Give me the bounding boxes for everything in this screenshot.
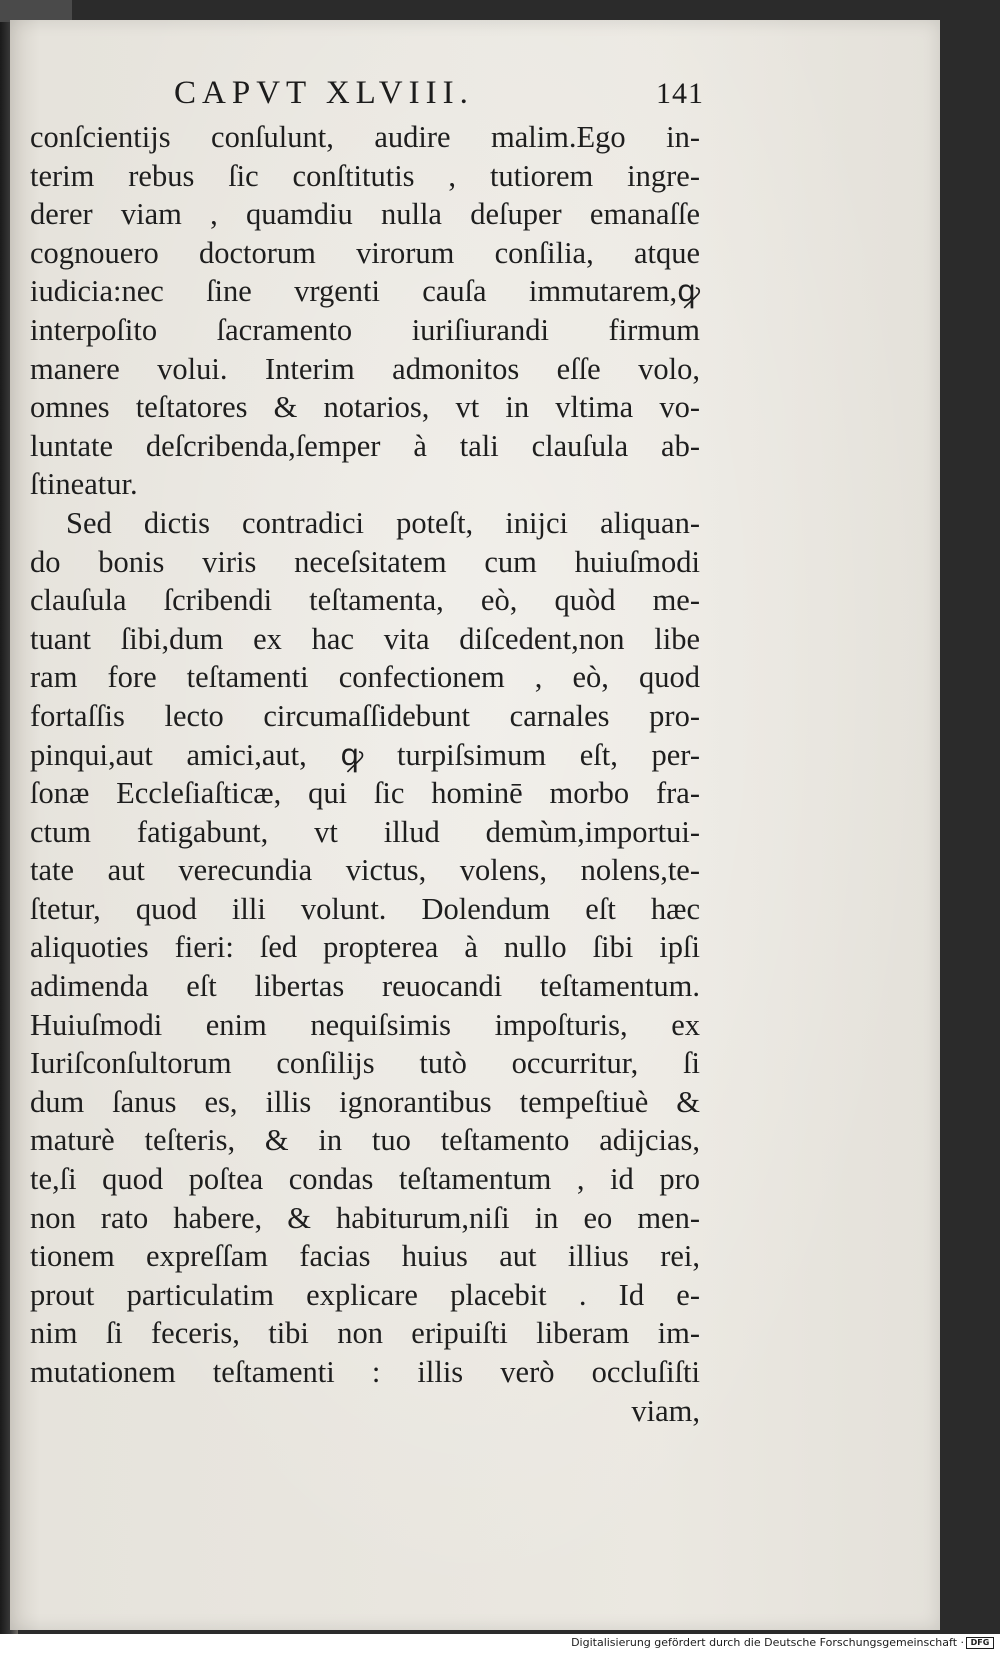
body-text [30,118,700,1430]
text-line: manere volui. Interim admonitos eſſe volo, [30,351,700,386]
text-line: mutationem teſtamenti : illis verò occluſiſti [30,1355,700,1389]
text-line: luntate deſcribenda,ſemper à tali clauſula ab- [30,428,700,463]
text-line: ctum fatigabunt, vt illud demùm,importui- [30,814,700,849]
text-line: non rato habere, & habiturum,niſi in eo men- [30,1200,700,1235]
text-line: terim rebus ſic conſtitutis , tutiorem ingre- [30,158,700,193]
dfg-logo: DFG [966,1637,994,1649]
scan-top-edge [0,0,72,22]
text-line: tate aut verecundia victus, volens, nolens,te- [30,853,700,888]
text-line: te,ſi quod poſtea condas teſtamentum , id pro [30,1162,700,1197]
text-line: ſonæ Eccleſiaſticæ, qui ſic hominē morbo fra- [30,776,700,811]
text-line: conſcientijs conſulunt, audire malim.Ego in- [30,120,700,154]
text-line: ſtineatur. [30,467,138,502]
text-line: Iuriſconſultorum conſilijs tutò occurritur, ſi [30,1046,700,1081]
text-line: tuant ſibi,dum ex hac vita diſcedent,non libe [30,621,700,656]
text-line: ram fore teſtamenti confectionem , eò, quod [30,660,700,695]
text-line: interpoſito ſacramento iuriſiurandi firmum [30,312,700,347]
text-line: fortaſſis lecto circumaſſidebunt carnales pro- [30,698,700,733]
text-line: clauſula ſcribendi teſtamenta, eò, quòd me- [30,583,700,618]
text-line: adimenda eſt libertas reuocandi teſtamentum. [30,969,700,1004]
text-line: aliquoties fieri: ſed propterea à nullo ſibi ipſi [30,930,700,965]
text-line: do bonis viris neceſsitatem cum huiuſmodi [30,544,700,579]
text-line: iudicia:nec ſine vrgenti cauſa immutarem,ꝙ [30,274,700,309]
page-number: 141 [656,77,704,110]
text-line: Huiuſmodi enim nequiſsimis impoſturis, ex [30,1007,700,1042]
text-line: dum ſanus es, illis ignorantibus tempeſtiuè & [30,1084,700,1119]
text-line: ſtetur, quod illi volunt. Dolendum eſt hæc [30,891,700,926]
text-line: tionem expreſſam facias huius aut illius rei, [30,1239,700,1274]
paragraph-start-line: Sed dictis contradici poteſt, inijci aliquan- [66,505,700,540]
text-line: omnes teſtatores & notarios, vt in vltima vo- [30,390,700,425]
text-line: maturè teſteris, & in tuo teſtamento adijcias, [30,1123,700,1158]
text-line: pinqui,aut amici,aut, ꝙ turpiſsimum eſt, per- [30,737,700,772]
text-line: nim ſi feceris, tibi non eripuiſti liberam im- [30,1316,700,1351]
digitization-credit: Digitalisierung gefördert durch die Deutsche Forschungsgemeinschaft · [571,1636,964,1649]
text-line: prout particulatim explicare placebit . Id e- [30,1277,700,1312]
text-line: cognouero doctorum virorum conſilia, atque [30,235,700,270]
running-head: CAPVT XLVIII. [174,75,474,111]
catchword: viam, [631,1393,700,1428]
text-line: derer viam , quamdiu nulla deſuper emanaſſe [30,197,700,232]
